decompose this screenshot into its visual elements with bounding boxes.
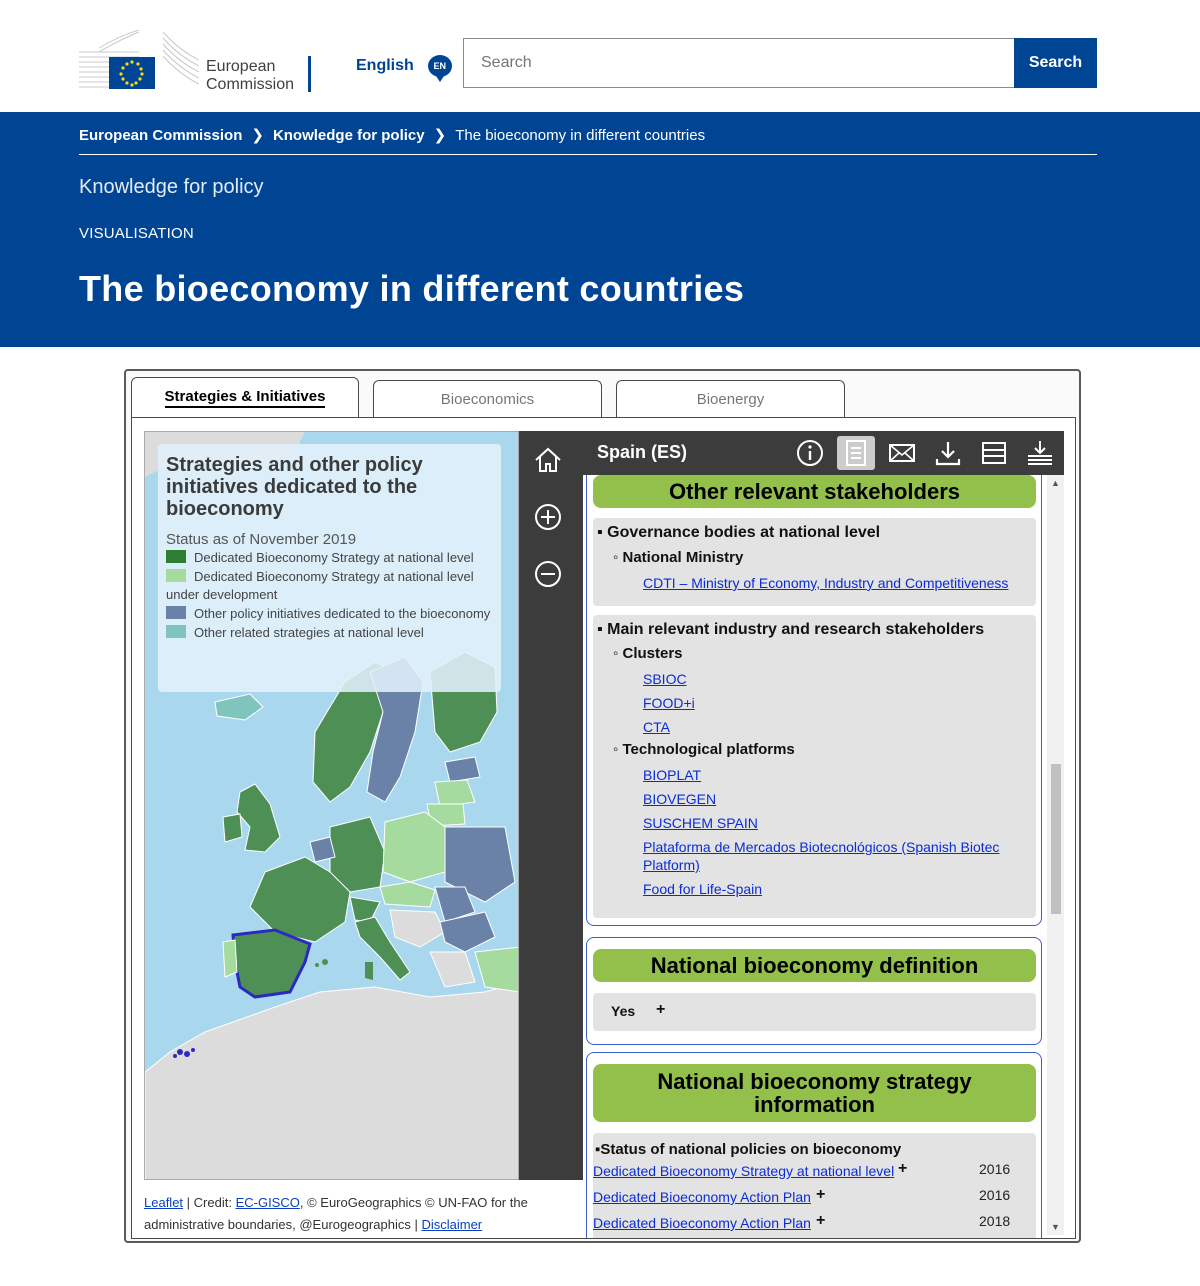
platform-link-food-for-life[interactable]: Food for Life-Spain xyxy=(643,881,763,897)
tab-bioeconomics[interactable]: Bioeconomics xyxy=(373,380,602,418)
language-selector[interactable] xyxy=(356,52,452,80)
breadcrumb xyxy=(79,126,705,144)
site-header xyxy=(0,0,1200,112)
legend-status: Status as of November 2019 xyxy=(166,531,357,548)
platform-link-biotec[interactable]: Plataforma de Mercados Biotecnológicos (Spanish Biotec Platform) xyxy=(643,839,1000,873)
legend-item: Other policy initiatives dedicated to the bioeconomy xyxy=(166,605,493,623)
clusters-heading: ◦ Clusters xyxy=(613,645,683,662)
definition-section xyxy=(586,937,1042,1045)
search-button[interactable]: Search xyxy=(1014,38,1097,88)
policy-year: 2018 xyxy=(979,1213,1011,1229)
breadcrumb-link-commission[interactable]: European Commission xyxy=(79,126,243,144)
section-title: National bioeconomy strategy information xyxy=(593,1064,1036,1122)
policy-link[interactable]: Dedicated Bioeconomy Action Plan xyxy=(593,1215,811,1231)
strategy-box xyxy=(593,1133,1036,1238)
scroll-up-icon[interactable]: ▲ xyxy=(1051,478,1060,488)
ministry-heading: ◦ National Ministry xyxy=(613,549,744,566)
cluster-link-foodi[interactable]: FOOD+i xyxy=(643,695,695,711)
definition-value: Yes xyxy=(611,1003,636,1019)
stakeholders-section xyxy=(586,475,1042,926)
legend-swatch xyxy=(166,625,186,638)
mail-icon[interactable] xyxy=(883,436,921,470)
map[interactable] xyxy=(144,431,519,1180)
zoom-in-icon[interactable] xyxy=(533,502,563,532)
map-toolbar xyxy=(519,431,583,1180)
legend-title: Strategies and other policy initiatives dedicated to the bioeconomy xyxy=(166,454,423,520)
section-title: Other relevant stakeholders xyxy=(593,475,1036,508)
european-commission-logo[interactable] xyxy=(79,30,319,94)
cluster-link-sbioc[interactable]: SBIOC xyxy=(643,671,687,687)
legend-item: Dedicated Bioeconomy Strategy at national level xyxy=(166,549,493,567)
platform-link-bioplat[interactable]: BIOPLAT xyxy=(643,767,702,783)
info-icon[interactable] xyxy=(791,436,829,470)
disclaimer-link[interactable]: Disclaimer xyxy=(421,1217,483,1232)
home-icon[interactable] xyxy=(533,445,563,475)
industry-box xyxy=(593,615,1036,918)
language-code-icon: EN xyxy=(428,55,452,77)
breadcrumb-current: The bioeconomy in different countries xyxy=(455,126,706,144)
platform-link-suschem[interactable]: SUSCHEM SPAIN xyxy=(643,815,758,831)
tab-strategies[interactable]: Strategies & Initiatives xyxy=(131,377,359,417)
country-panel-header xyxy=(583,431,1064,475)
expand-plus-icon[interactable]: + xyxy=(656,1001,666,1018)
industry-heading: ▪ Main relevant industry and research stakeholders xyxy=(597,621,985,638)
status-heading: ▪Status of national policies on bioeconomy xyxy=(595,1141,902,1158)
eu-flag-icon xyxy=(79,30,199,94)
leaflet-link[interactable]: Leaflet xyxy=(144,1195,184,1210)
download-all-icon[interactable] xyxy=(1021,436,1059,470)
scrollbar-thumb[interactable] xyxy=(1051,764,1061,914)
strategy-section xyxy=(586,1052,1042,1238)
page-banner xyxy=(0,112,1200,347)
logo-text: European Commission xyxy=(206,58,295,93)
document-icon[interactable] xyxy=(837,436,875,470)
expand-plus-icon[interactable]: + xyxy=(816,1186,826,1203)
definition-box xyxy=(593,993,1036,1031)
expand-plus-icon[interactable]: + xyxy=(816,1212,826,1229)
ministry-link[interactable]: CDTI – Ministry of Economy, Industry and Competitiveness xyxy=(643,575,1009,591)
zoom-out-icon[interactable] xyxy=(533,559,563,589)
policy-year: 2016 xyxy=(979,1161,1011,1177)
page-title: The bioeconomy in different countries xyxy=(79,268,745,309)
search-input[interactable] xyxy=(463,38,1014,88)
governance-box xyxy=(593,518,1036,606)
expand-plus-icon[interactable]: + xyxy=(898,1160,908,1177)
table-icon[interactable] xyxy=(975,436,1013,470)
map-legend xyxy=(158,444,501,692)
visualisation-widget xyxy=(124,369,1081,1243)
breadcrumb-link-knowledge[interactable]: Knowledge for policy xyxy=(272,126,425,144)
chevron-right-icon: ❯ xyxy=(433,127,447,144)
country-title: Spain (ES) xyxy=(597,442,688,462)
legend-item: Other related strategies at national level xyxy=(166,624,493,642)
legend-swatch xyxy=(166,606,186,619)
legend-item: Dedicated Bioeconomy Strategy at national level under development xyxy=(166,569,474,602)
content-type-label: VISUALISATION xyxy=(79,225,194,242)
download-icon[interactable] xyxy=(929,436,967,470)
policy-year: 2016 xyxy=(979,1187,1011,1203)
language-label: English xyxy=(356,57,414,74)
ec-gisco-link[interactable]: EC-GISCO xyxy=(235,1195,300,1210)
logo-divider xyxy=(308,56,311,92)
cluster-link-cta[interactable]: CTA xyxy=(643,719,670,735)
legend-swatch xyxy=(166,569,186,582)
tab-panel xyxy=(131,417,1076,1239)
country-panel-body[interactable] xyxy=(583,475,1064,1238)
scroll-down-icon[interactable]: ▼ xyxy=(1051,1222,1060,1232)
tab-bioenergy[interactable]: Bioenergy xyxy=(616,380,845,418)
policy-link[interactable]: Dedicated Bioeconomy Strategy at national level xyxy=(593,1163,895,1179)
breadcrumb-divider xyxy=(79,154,1097,155)
policy-link[interactable]: Dedicated Bioeconomy Action Plan xyxy=(593,1189,811,1205)
chevron-right-icon: ❯ xyxy=(251,127,264,144)
section-title: National bioeconomy definition xyxy=(593,949,1036,982)
governance-heading: ▪ Governance bodies at national level xyxy=(597,524,881,541)
platforms-heading: ◦ Technological platforms xyxy=(613,741,795,758)
site-name[interactable]: Knowledge for policy xyxy=(79,176,264,198)
platform-link-biovegen[interactable]: BIOVEGEN xyxy=(643,791,717,807)
scrollbar[interactable] xyxy=(1047,475,1064,1235)
map-credit: Leaflet | Credit: EC-GISCO, © EuroGeographics © UN-FAO for the administrative boundaries, @Eurogeographics | Disclaimer xyxy=(144,1195,528,1232)
legend-swatch xyxy=(166,550,186,563)
